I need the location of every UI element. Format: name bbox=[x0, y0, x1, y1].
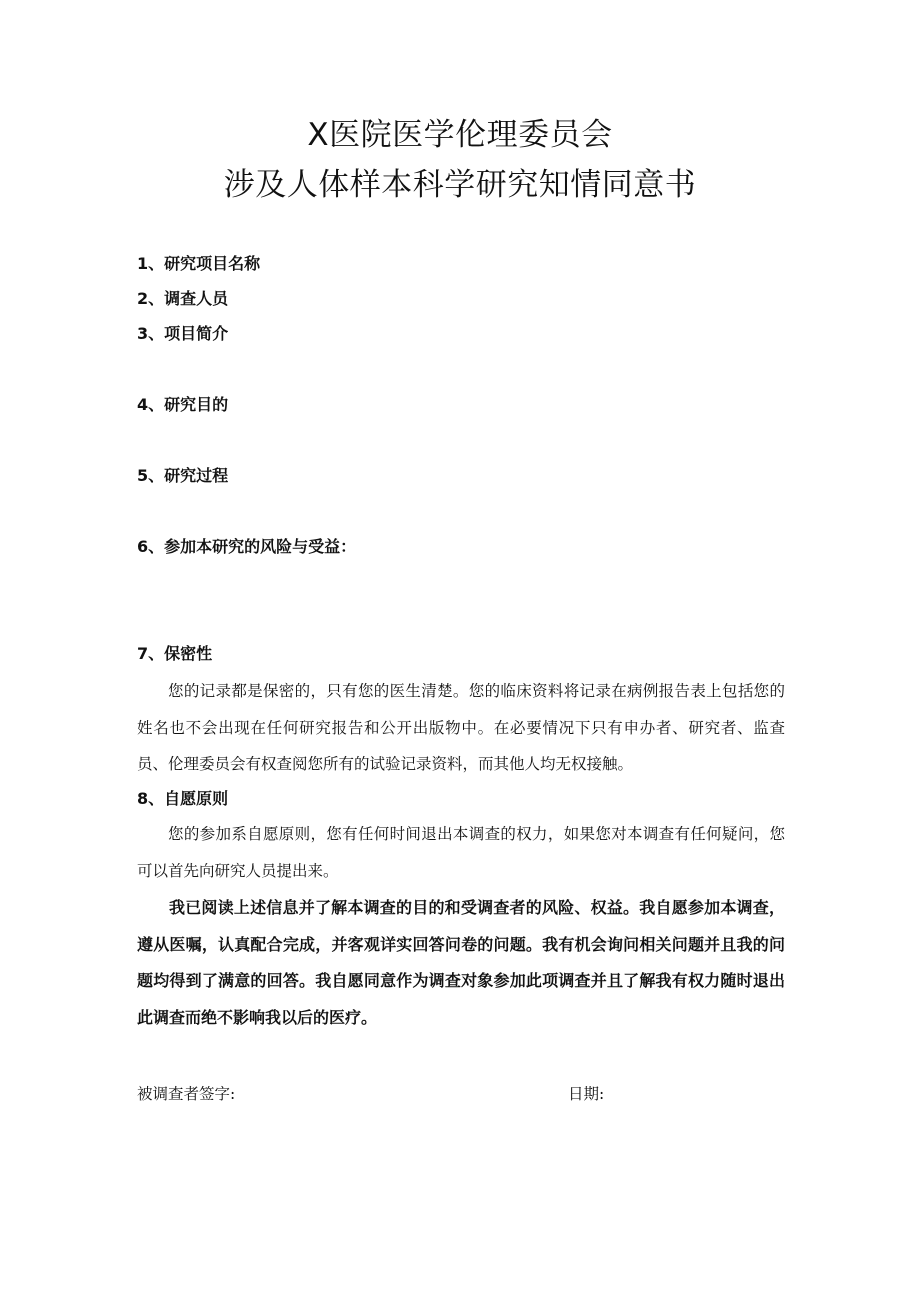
voluntary-paragraph: 您的参加系自愿原则，您有任何时间退出本调查的权力，如果您对本调查有任何疑问，您可以首先向研究人员提出来。 bbox=[137, 825, 785, 880]
section-heading-research-process: 5、研究过程 bbox=[137, 466, 229, 485]
section-heading-project-summary: 3、项目简介 bbox=[137, 324, 229, 343]
section-heading-investigators: 2、调查人员 bbox=[137, 289, 229, 308]
signature-label: 被调查者签字: bbox=[137, 1085, 236, 1103]
consent-statement: 我已阅读上述信息并了解本调查的目的和受调查者的风险、权益。我自愿参加本调查，遵从医嘱，认真配合完成，并客观详实回答问卷的问题。我有机会询问相关问题并且我的问题均得到了满意的回答。我自愿同意作为调查对象参加此项调查并且了解我有权力随时退出此调查而绝不影响我以后的医疗。 bbox=[137, 898, 785, 1027]
document-title: X医院医学伦理委员会 bbox=[307, 117, 613, 153]
date-label: 日期: bbox=[568, 1085, 605, 1103]
confidentiality-paragraph: 您的记录都是保密的，只有您的医生清楚。您的临床资料将记录在病例报告表上包括您的姓名也不会出现在任何研究报告和公开出版物中。在必要情况下只有申办者、研究者、监查员、伦理委员会有权查阅您所有的试验记录资料，而其他人均无权接触。 bbox=[137, 682, 785, 773]
section-heading-voluntary: 8、自愿原则 bbox=[137, 789, 229, 808]
section-heading-project-name: 1、研究项目名称 bbox=[137, 254, 261, 273]
section-heading-risks-benefits: 6、参加本研究的风险与受益： bbox=[137, 537, 357, 556]
document-subtitle: 涉及人体样本科学研究知情同意书 bbox=[223, 167, 697, 203]
section-heading-research-purpose: 4、研究目的 bbox=[137, 395, 229, 414]
section-heading-confidentiality: 7、保密性 bbox=[137, 644, 213, 663]
